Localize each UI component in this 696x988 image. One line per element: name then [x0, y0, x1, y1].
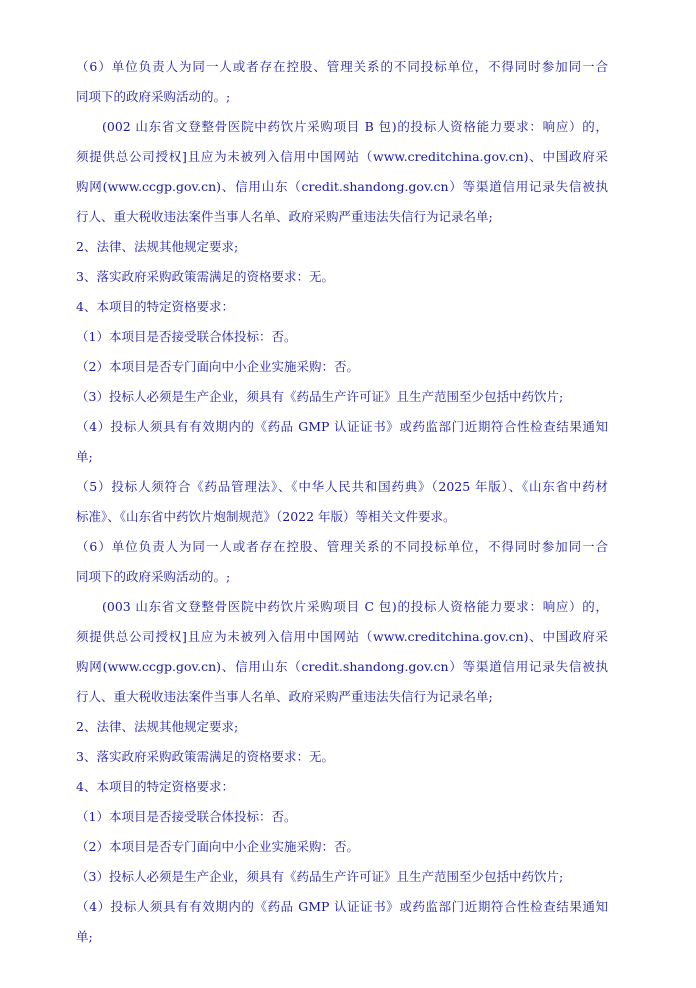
text-line: （1）本项目是否接受联合体投标：否。 — [76, 329, 297, 344]
text-line: （5）投标人须符合《药品管理法》、《中华人民共和国药典》（2025 年版）、《山东省中药材 — [76, 479, 608, 494]
text-line: （3）投标人必须是生产企业，须具有《药品生产许可证》且生产范围至少包括中药饮片; — [76, 389, 564, 404]
text-line: 单; — [76, 449, 93, 464]
text-line: 须提供总公司授权]且应为未被列入信用中国网站（www.creditchina.gov.cn)、中国政府采 — [76, 149, 608, 164]
text-line: 4、本项目的特定资格要求： — [76, 779, 234, 794]
text-line: （4）投标人须具有有效期内的《药品 GMP 认证证书》或药监部门近期符合性检查结果通知 — [76, 899, 608, 914]
text-block — [76, 52, 608, 952]
text-line: 同项下的政府采购活动的。; — [76, 89, 231, 104]
text-line: （4）投标人须具有有效期内的《药品 GMP 认证证书》或药监部门近期符合性检查结果通知 — [76, 419, 608, 434]
text-line: 须提供总公司授权]且应为未被列入信用中国网站（www.creditchina.gov.cn)、中国政府采 — [76, 629, 608, 644]
text-line: 同项下的政府采购活动的。; — [76, 569, 231, 584]
text-line: 标准》、《山东省中药饮片炮制规范》（2022 年版）等相关文件要求。 — [76, 509, 456, 524]
text-line: （2）本项目是否专门面向中小企业实施采购：否。 — [76, 839, 359, 854]
text-line: （2）本项目是否专门面向中小企业实施采购：否。 — [76, 359, 359, 374]
text-line: 2、法律、法规其他规定要求; — [76, 719, 239, 734]
text-line: 4、本项目的特定资格要求： — [76, 299, 234, 314]
text-line: （6）单位负责人为同一人或者存在控股、管理关系的不同投标单位，不得同时参加同一合 — [76, 539, 608, 554]
text-line: 3、落实政府采购政策需满足的资格要求：无。 — [76, 269, 334, 284]
text-line: 3、落实政府采购政策需满足的资格要求：无。 — [76, 749, 334, 764]
text-line: （6）单位负责人为同一人或者存在控股、管理关系的不同投标单位，不得同时参加同一合 — [76, 59, 608, 74]
text-line: 行人、重大税收违法案件当事人名单、政府采购严重违法失信行为记录名单; — [76, 689, 493, 704]
text-line: (002 山东省文登整骨医院中药饮片采购项目 B 包)的投标人资格能力要求：响应）的， — [102, 119, 608, 134]
text-line: 购网(www.ccgp.gov.cn)、信用山东（credit.shandong.gov.cn）等渠道信用记录失信被执 — [76, 179, 608, 194]
text-line: 2、法律、法规其他规定要求; — [76, 239, 239, 254]
text-line: (003 山东省文登整骨医院中药饮片采购项目 C 包)的投标人资格能力要求：响应）的， — [102, 599, 608, 614]
text-line: 行人、重大税收违法案件当事人名单、政府采购严重违法失信行为记录名单; — [76, 209, 493, 224]
text-line: 单; — [76, 929, 93, 944]
text-line: （3）投标人必须是生产企业，须具有《药品生产许可证》且生产范围至少包括中药饮片; — [76, 869, 564, 884]
text-line: 购网(www.ccgp.gov.cn)、信用山东（credit.shandong.gov.cn）等渠道信用记录失信被执 — [76, 659, 608, 674]
text-line: （1）本项目是否接受联合体投标：否。 — [76, 809, 297, 824]
